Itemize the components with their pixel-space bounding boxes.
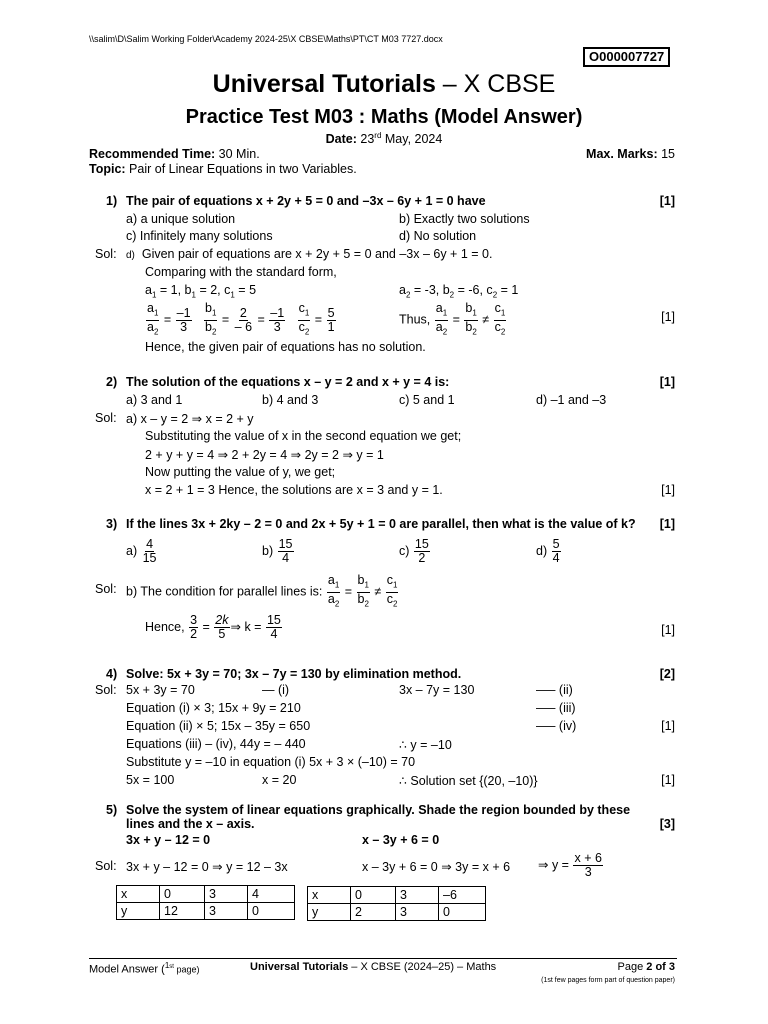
q3-option-d: d) $\frac{5}{4}$ xyxy=(536,537,560,565)
q5-equation-2: x – 3y + 6 = 0 xyxy=(362,833,440,847)
table-cell: 2 xyxy=(351,904,396,921)
q3-sol-marks: [1] xyxy=(661,623,675,637)
q4-eq-6: 5x = 100 xyxy=(126,773,175,787)
q1-option-d: d) No solution xyxy=(399,229,477,243)
q4-substitute: Substitute y = –10 in equation (i) 5x + 3 × (–10) = 70 xyxy=(126,755,416,769)
q2-sol-marks: [1] xyxy=(661,483,675,497)
q5-marks: [3] xyxy=(659,817,675,831)
table-row xyxy=(308,887,486,904)
footer-note: (1st few pages form part of question paper) xyxy=(541,977,675,984)
q4-eq-3: Equation (i) × 3; 15x + 9y = 210 xyxy=(126,701,301,715)
q1-sol-line5: Hence, the given pair of equations has no solution. xyxy=(145,340,426,354)
q2-sol-line3: 2 + y + y = 4 ⇒ 2 + 2y = 4 ⇒ 2y = 2 ⇒ y = 1 xyxy=(145,448,384,462)
q4-marks-2: [1] xyxy=(661,773,675,787)
q2-sol-line2: Substituting the value of x in the second equation we get; xyxy=(145,429,462,443)
table-cell: 3 xyxy=(396,887,439,904)
q2-sol-label: Sol: xyxy=(95,411,117,425)
document-code: O000007727 xyxy=(583,47,670,67)
q2-option-b: b) 4 and 3 xyxy=(262,393,319,407)
q3-text: If the lines 3x + 2ky – 2 = 0 and 2x + 5y + 1 = 0 are parallel, then what is the value of k? xyxy=(126,517,636,531)
file-path: \\salim\D\Salim Working Folder\Academy 2024-25\X CBSE\Maths\PT\CT M03 7727.docx xyxy=(89,34,443,44)
q3-sol-line2: Hence, $\frac{3}{2}$ = $\frac{2k}{5}$ ⇒ k = $\frac{15}{4}$ xyxy=(145,613,281,641)
q4-eq-2-tag: —– (ii) xyxy=(536,683,573,697)
q1-sol-line2: Comparing with the standard form, xyxy=(145,265,337,279)
footer-divider xyxy=(89,958,677,959)
table-cell: 0 xyxy=(160,886,205,903)
q5-table-line1 xyxy=(116,885,295,920)
q2-number: 2) xyxy=(106,375,118,389)
q1-sol-marks: [1] xyxy=(661,310,675,324)
table-cell: 12 xyxy=(160,903,205,920)
q1-sol-line1: d) Given pair of equations are x + 2y + 5 = 0 and –3x – 6y + 1 = 0. xyxy=(126,247,493,261)
test-date: Date: 23rd May, 2024 xyxy=(325,131,443,147)
table-cell: 3 xyxy=(205,903,248,920)
footer-page: Page 2 of 3 xyxy=(617,961,675,973)
q5-number: 5) xyxy=(106,803,118,817)
footer-left: Model Answer ($^{1st}$ page) xyxy=(89,961,200,976)
q4-marks-1: [1] xyxy=(661,719,675,733)
table-cell: y xyxy=(308,904,351,921)
q4-text: Solve: 5x + 3y = 70; 3x – 7y = 130 by elimination method. xyxy=(126,667,462,681)
q1-coefficients-1: $a_1 = 1$, $b_1 = 2$, $c_1 = 5$ xyxy=(145,283,257,300)
q4-number: 4) xyxy=(106,667,118,681)
q4-eq-1: 5x + 3y = 70 xyxy=(126,683,195,697)
q5-text-line1: Solve the system of linear equations graphically. Shade the region bounded by these xyxy=(126,803,631,817)
topic: Topic: Pair of Linear Equations in two Variables. xyxy=(89,162,357,176)
table-cell: 0 xyxy=(351,887,396,904)
q1-option-a: a) a unique solution xyxy=(126,212,236,226)
page-title: Universal Tutorials – X CBSE xyxy=(212,70,556,98)
q2-option-a: a) 3 and 1 xyxy=(126,393,183,407)
table-cell: –6 xyxy=(439,887,486,904)
q5-sol-eq2-result: ⇒ y = $\frac{x + 6}{3}$ xyxy=(538,851,602,879)
q3-option-c: c) $\frac{15}{2}$ xyxy=(399,537,429,565)
max-marks: Max. Marks: 15 xyxy=(586,147,675,161)
q1-ratios: $\frac{a_1}{a_2}$ = $\frac{-1}{3}$ $\frac{b_1}{b_2}$ = $\frac{2}{- 6}$ = $\frac{-1}{3}$ $\frac{c_1}{c_2}$ = $\frac{5}{1}$ xyxy=(147,301,335,336)
q4-marks: [2] xyxy=(659,667,675,681)
q3-number: 3) xyxy=(106,517,118,531)
q3-sol-label: Sol: xyxy=(95,582,117,596)
q3-sol-line1: b) The condition for parallel lines is: $\frac{a_1}{a_2}$ = $\frac{b_1}{b_2}$ ≠ $\frac{c_1}{c_2}$ xyxy=(126,573,398,608)
table-cell: x xyxy=(308,887,351,904)
q4-y-value: ∴ y = –10 xyxy=(399,738,452,752)
q1-number: 1) xyxy=(106,194,118,208)
table-cell: 4 xyxy=(248,886,295,903)
table-cell: 0 xyxy=(439,904,486,921)
q1-coefficients-2: $a_2 = -3$, $b_2 = -6$, $c_2 = 1$ xyxy=(399,283,519,300)
q4-sol-label: Sol: xyxy=(95,683,117,697)
q4-solution-set: ∴ Solution set {(20, –10)} xyxy=(399,774,538,788)
q1-text: The pair of equations x + 2y + 5 = 0 and –3x – 6y + 1 = 0 have xyxy=(126,194,486,208)
table-cell: 3 xyxy=(396,904,439,921)
table-cell: 3 xyxy=(205,886,248,903)
q4-eq-2: 3x – 7y = 130 xyxy=(399,683,475,697)
q2-text: The solution of the equations x – y = 2 and x + y = 4 is: xyxy=(126,375,450,389)
q5-sol-label: Sol: xyxy=(95,859,117,873)
q4-eq-1-tag: — (i) xyxy=(262,683,290,697)
q2-sol-line5: x = 2 + 1 = 3 Hence, the solutions are x = 3 and y = 1. xyxy=(145,483,443,497)
table-row xyxy=(308,904,486,921)
q3-option-a: a) $\frac{4}{15}$ xyxy=(126,537,157,565)
q3-marks: [1] xyxy=(659,517,675,531)
table-cell: y xyxy=(117,903,160,920)
q1-marks: [1] xyxy=(659,194,675,208)
q3-option-b: b) $\frac{15}{4}$ xyxy=(262,537,293,565)
footer-center: Universal Tutorials – X CBSE (2024–25) – Maths xyxy=(250,961,497,973)
q5-table-line2 xyxy=(307,886,486,921)
table-row xyxy=(117,903,295,920)
q5-text-line2: lines and the x – axis. xyxy=(126,817,255,831)
q4-eq-5: Equations (iii) – (iv), 44y = – 440 xyxy=(126,737,306,751)
q4-eq-4-tag: —– (iv) xyxy=(536,719,577,733)
q2-option-d: d) –1 and –3 xyxy=(536,393,607,407)
table-row xyxy=(117,886,295,903)
q1-conclusion-ratio: Thus, $\frac{a_1}{a_2}$ = $\frac{b_1}{b_2}$ ≠ $\frac{c_1}{c_2}$ xyxy=(399,301,506,336)
q2-sol-line1: a) x – y = 2 ⇒ x = 2 + y xyxy=(126,412,254,426)
q1-sol-label: Sol: xyxy=(95,247,117,261)
q2-sol-line4: Now putting the value of y, we get; xyxy=(145,465,336,479)
recommended-time: Recommended Time: 30 Min. xyxy=(89,147,260,161)
table-cell: 0 xyxy=(248,903,295,920)
q1-option-b: b) Exactly two solutions xyxy=(399,212,530,226)
q5-equation-1: 3x + y – 12 = 0 xyxy=(126,833,211,847)
test-title: Practice Test M03 : Maths (Model Answer) xyxy=(185,106,583,128)
q4-x-value: x = 20 xyxy=(262,773,297,787)
q5-sol-eq1: 3x + y – 12 = 0 ⇒ y = 12 – 3x xyxy=(126,860,288,874)
q2-option-c: c) 5 and 1 xyxy=(399,393,455,407)
q5-sol-eq2: x – 3y + 6 = 0 ⇒ 3y = x + 6 xyxy=(362,860,511,874)
q4-eq-4: Equation (ii) × 5; 15x – 35y = 650 xyxy=(126,719,311,733)
q1-option-c: c) Infinitely many solutions xyxy=(126,229,273,243)
q4-eq-3-tag: —– (iii) xyxy=(536,701,576,715)
q2-marks: [1] xyxy=(659,375,675,389)
table-cell: x xyxy=(117,886,160,903)
